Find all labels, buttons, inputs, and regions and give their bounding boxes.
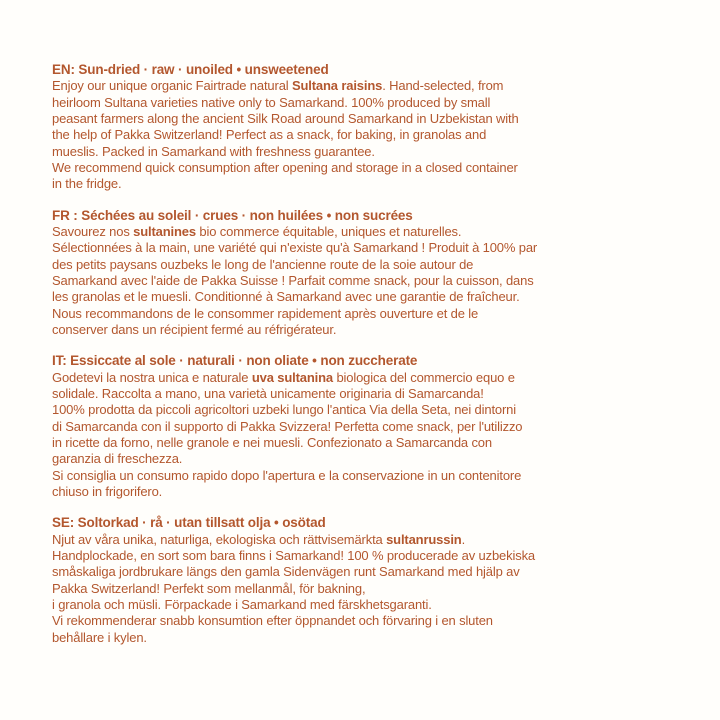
text-run: conserver dans un récipient fermé au réfrigérateur. [52, 321, 337, 337]
emphasized-product-name: sultanines [133, 223, 196, 239]
text-run: . Hand-selected, from [382, 78, 504, 94]
text-run: peasant farmers along the ancient Silk Road around Samarkand in Uzbekistan with [52, 110, 519, 126]
section-heading-en: EN: Sun-dried · raw · unoiled • unsweetened [52, 62, 329, 77]
text-run: les granolas et le muesli. Conditionné à Samarkand avec une garantie de fraîcheur. [52, 289, 520, 305]
text-line [52, 419, 702, 435]
text-line [52, 224, 702, 240]
text-run: the help of Pakka Switzerland! Perfect as a snack, for baking, in granolas and [52, 127, 487, 143]
text-line [52, 111, 702, 127]
multilingual-description [52, 62, 702, 661]
text-run: solidale. Raccolta a mano, una varietà unicamente originaria di Samarcanda! [52, 385, 484, 401]
text-line [52, 370, 702, 386]
text-run: Pakka Switzerland! Perfekt som mellanmål, för bakning, [52, 580, 366, 596]
section-se [52, 515, 702, 646]
emphasized-product-name: Sultana raisins [291, 78, 383, 94]
text-run: Samarkand avec l'aide de Pakka Suisse ! Parfait comme snack, pour la cuisson, dans [52, 272, 534, 288]
text-run: des petits paysans ouzbeks le long de l'ancienne route de la soie autour de [52, 256, 474, 272]
text-run: garanzia di freschezza. [52, 451, 183, 467]
text-run: bio commerce équitable, uniques et naturelles. [195, 223, 462, 239]
text-run: Njut av våra unika, naturliga, ekologiska och rättvisemärkta [52, 531, 387, 547]
text-run: Sélectionnées à la main, une variété qui n'existe qu'à Samarkand ! Produit à 100% par [52, 240, 538, 256]
text-run: Nous recommandons de le consommer rapidement après ouverture et de le [52, 305, 479, 321]
text-line [52, 581, 702, 597]
text-line [52, 435, 702, 451]
text-line [52, 176, 702, 192]
text-line [52, 127, 702, 143]
text-run: in the fridge. [52, 176, 122, 192]
text-line [52, 386, 702, 402]
text-line [52, 240, 702, 256]
text-run: . [461, 531, 466, 547]
text-line [52, 95, 702, 111]
text-line [52, 144, 702, 160]
text-run: Savourez nos [52, 223, 134, 239]
section-heading-se: SE: Soltorkad · rå · utan tillsatt olja • osötad [52, 515, 326, 531]
text-line [52, 322, 702, 338]
text-run: Si consiglia un consumo rapido dopo l'apertura e la conservazione in un contenitore [52, 467, 522, 483]
text-run: 100% prodotta da piccoli agricoltori uzbeki lungo l'antica Via della Seta, nei dintorni [52, 402, 516, 418]
text-run: chiuso in frigorifero. [52, 483, 163, 499]
text-line [52, 451, 702, 467]
text-run: biologica del commercio equo e [332, 369, 515, 385]
text-line [52, 564, 702, 580]
text-line [52, 402, 702, 418]
text-line [52, 289, 702, 305]
text-line [52, 630, 702, 646]
text-run: småskaliga jordbrukare längs den gamla Sidenvägen runt Samarkand med hjälp av [52, 564, 520, 580]
text-run: Handplockade, en sort som bara finns i Samarkand! 100 % producerade av uzbekiska [52, 547, 536, 563]
section-heading-it: IT: Essiccate al sole · naturali · non oliate • non zuccherate [52, 353, 418, 369]
text-run: Godetevi la nostra unica e naturale [52, 369, 252, 385]
text-line [52, 273, 702, 289]
text-run: heirloom Sultana varieties native only to Samarkand. 100% produced by small [52, 94, 491, 110]
text-run: behållare i kylen. [52, 629, 147, 645]
section-fr [52, 208, 702, 339]
text-run: in ricette da forno, nelle granole e nei muesli. Confezionato a Samarcanda con [52, 434, 492, 450]
section-heading-fr: FR : Séchées au soleil · crues · non huilées • non sucrées [52, 207, 413, 223]
text-line [52, 532, 702, 548]
text-run: Enjoy our unique organic Fairtrade natural [52, 78, 292, 94]
text-line [52, 597, 702, 613]
text-run: i granola och müsli. Förpackade i Samarkand med färskhetsgaranti. [52, 596, 432, 612]
section-it [52, 353, 702, 500]
text-line [52, 160, 702, 176]
emphasized-product-name: sultanrussin [386, 531, 462, 547]
text-line [52, 548, 702, 564]
text-line [52, 257, 702, 273]
text-line [52, 484, 702, 500]
section-en [52, 62, 702, 193]
text-line [52, 78, 702, 94]
text-run: We recommend quick consumption after opening and storage in a closed container [52, 159, 518, 175]
text-run: di Samarcanda con il supporto di Pakka Svizzera! Perfetta come snack, per l'utilizzo [52, 418, 523, 434]
text-line [52, 613, 702, 629]
emphasized-product-name: uva sultanina [251, 369, 333, 385]
text-line [52, 306, 702, 322]
text-run: mueslis. Packed in Samarkand with freshness guarantee. [52, 143, 375, 159]
text-line [52, 468, 702, 484]
text-run: Vi rekommenderar snabb konsumtion efter öppnandet och förvaring i en sluten [52, 613, 493, 629]
